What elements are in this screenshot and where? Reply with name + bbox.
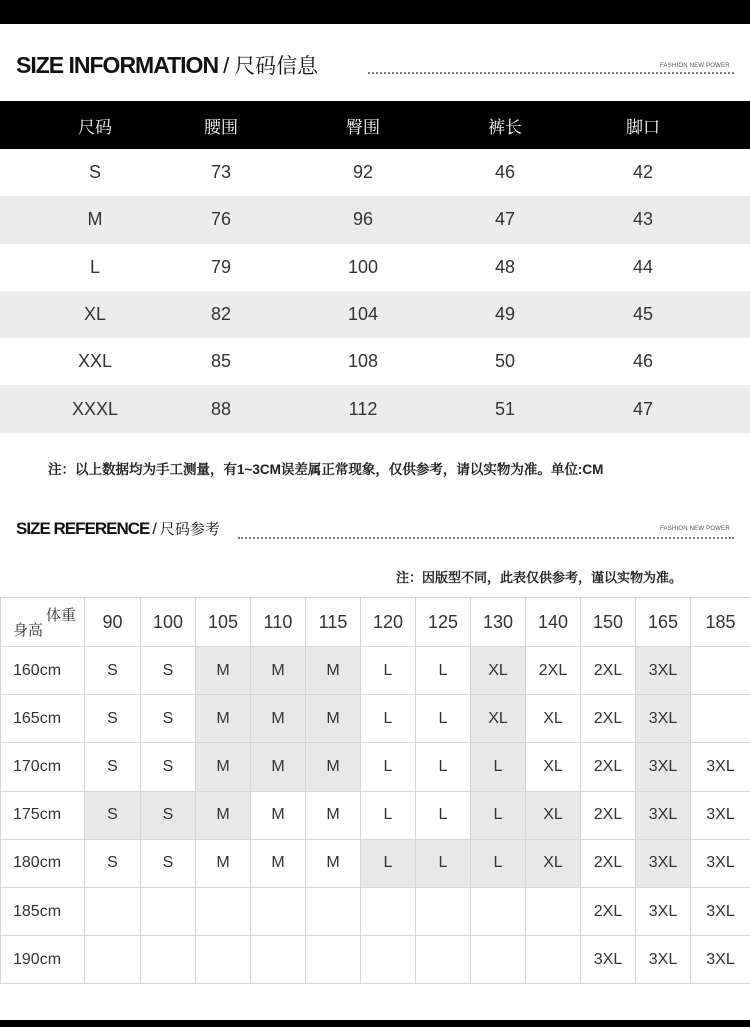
size-cell: L: [416, 743, 471, 791]
size-cell: 2XL: [581, 791, 636, 839]
size-information-title-cn: 尺码信息: [234, 55, 319, 78]
size-cell: XL: [526, 791, 581, 839]
brand-tag: FASHION NEW POWER: [660, 63, 730, 69]
weight-header: 110: [251, 598, 306, 647]
table-cell: 112: [252, 385, 474, 432]
table-cell: 46: [632, 351, 654, 372]
column-header: 裤长: [474, 101, 536, 149]
weight-header: 120: [361, 598, 416, 647]
size-cell: 2XL: [581, 839, 636, 887]
table-cell: 49: [474, 291, 536, 338]
size-cell: [85, 887, 141, 935]
size-cell: 3XL: [636, 743, 691, 791]
table-cell: 88: [190, 385, 252, 432]
size-cell: S: [141, 743, 196, 791]
size-cell: [471, 887, 526, 935]
size-cell: L: [416, 839, 471, 887]
size-cell: M: [251, 791, 306, 839]
size-cell: [306, 936, 361, 984]
size-cell: XL: [471, 695, 526, 743]
size-cell: 3XL: [636, 887, 691, 935]
size-reference-title-en: SIZE REFERENCE: [16, 519, 150, 538]
size-cell: [691, 647, 750, 695]
size-cell: 3XL: [691, 791, 750, 839]
size-cell: 2XL: [581, 887, 636, 935]
title-separator: /: [152, 521, 157, 538]
bottom-black-bar: [0, 1020, 750, 1027]
table-cell: 44: [632, 256, 654, 277]
weight-axis-label: 体重: [45, 607, 76, 624]
height-label: 190cm: [1, 936, 85, 984]
size-cell: 3XL: [636, 791, 691, 839]
size-cell: M: [306, 743, 361, 791]
size-cell: M: [251, 839, 306, 887]
table-cell: 108: [347, 351, 379, 372]
size-cell: [471, 936, 526, 984]
size-cell: L: [361, 695, 416, 743]
table-cell: 104: [252, 291, 474, 338]
size-cell: S: [85, 839, 141, 887]
title-separator: /: [223, 53, 230, 78]
table-row: [0, 149, 750, 196]
size-reference-grid: [0, 597, 750, 984]
table-cell: 48: [494, 256, 516, 277]
size-cell: M: [306, 839, 361, 887]
size-cell: S: [85, 695, 141, 743]
size-cell: M: [306, 695, 361, 743]
title-dotted-line: [368, 72, 734, 74]
size-cell: 3XL: [691, 887, 750, 935]
size-cell: 3XL: [691, 839, 750, 887]
size-cell: 3XL: [691, 743, 750, 791]
table-cell: M: [0, 196, 190, 243]
table-cell: 46: [494, 162, 516, 183]
size-cell: XL: [471, 647, 526, 695]
table-row: [1, 887, 750, 935]
size-cell: [141, 887, 196, 935]
size-cell: S: [141, 647, 196, 695]
size-cell: 3XL: [636, 936, 691, 984]
size-cell: [251, 936, 306, 984]
size-information-title-en: SIZE INFORMATION: [16, 52, 219, 78]
height-axis-label: 身高: [13, 622, 44, 639]
size-cell: XL: [526, 743, 581, 791]
table-cell: S: [88, 162, 101, 183]
weight-header: 105: [196, 598, 251, 647]
table-cell: 45: [536, 291, 750, 338]
size-cell: L: [471, 791, 526, 839]
table-cell: 76: [190, 196, 252, 243]
size-cell: 3XL: [636, 695, 691, 743]
size-cell: [361, 887, 416, 935]
size-cell: [141, 936, 196, 984]
size-cell: L: [471, 743, 526, 791]
size-reference-title: [16, 518, 220, 539]
size-cell: 2XL: [581, 647, 636, 695]
size-cell: L: [361, 647, 416, 695]
table-row: [1, 647, 750, 695]
size-cell: S: [85, 647, 141, 695]
table-cell: 47: [536, 385, 750, 432]
size-cell: [196, 887, 251, 935]
weight-header: 185: [691, 598, 750, 647]
top-black-bar: [0, 0, 750, 24]
size-cell: 2XL: [526, 647, 581, 695]
table-cell: 51: [474, 385, 536, 432]
weight-header: 165: [636, 598, 691, 647]
size-cell: M: [196, 839, 251, 887]
table-cell: 79: [210, 256, 232, 277]
size-cell: XL: [526, 695, 581, 743]
size-cell: M: [196, 647, 251, 695]
height-label: 160cm: [1, 647, 85, 695]
table-cell: 50: [494, 351, 516, 372]
size-cell: S: [141, 695, 196, 743]
table-cell: L: [89, 256, 100, 277]
table-cell: 82: [190, 291, 252, 338]
size-cell: L: [416, 791, 471, 839]
title-dotted-line: [238, 537, 734, 539]
weight-header: 130: [471, 598, 526, 647]
table-cell: 43: [536, 196, 750, 243]
weight-header-row: [1, 598, 750, 647]
size-cell: L: [361, 839, 416, 887]
column-header: 脚口: [536, 101, 750, 149]
size-cell: [251, 887, 306, 935]
height-label: 165cm: [1, 695, 85, 743]
size-cell: L: [416, 695, 471, 743]
table-cell: XXL: [77, 351, 113, 372]
table-header-row: [0, 101, 750, 149]
height-label: 170cm: [1, 743, 85, 791]
column-header: 腰围: [190, 101, 252, 149]
size-cell: [691, 695, 750, 743]
size-information-table: [0, 101, 750, 433]
size-cell: 3XL: [636, 839, 691, 887]
size-cell: [196, 936, 251, 984]
table-row: [0, 291, 750, 338]
size-cell: S: [141, 791, 196, 839]
measurement-note: 注：以上数据均为手工测量，有1~3CM误差属正常现象，仅供参考，请以实物为准。单位:CM: [48, 462, 604, 477]
size-cell: M: [306, 647, 361, 695]
size-cell: L: [471, 839, 526, 887]
size-cell: [416, 936, 471, 984]
size-cell: M: [196, 791, 251, 839]
weight-header: 100: [141, 598, 196, 647]
size-cell: XL: [526, 839, 581, 887]
size-cell: [306, 887, 361, 935]
size-cell: [416, 887, 471, 935]
table-row: [1, 839, 750, 887]
table-cell: 42: [632, 162, 654, 183]
table-cell: 47: [474, 196, 536, 243]
table-cell: 85: [210, 351, 232, 372]
table-row: [1, 743, 750, 791]
size-cell: 3XL: [581, 936, 636, 984]
table-cell: 73: [210, 162, 232, 183]
size-cell: 3XL: [636, 647, 691, 695]
size-cell: S: [141, 839, 196, 887]
table-row: [1, 695, 750, 743]
size-cell: 2XL: [581, 695, 636, 743]
size-cell: M: [306, 791, 361, 839]
table-row: [0, 244, 750, 291]
size-cell: L: [416, 647, 471, 695]
table-cell: XL: [0, 291, 190, 338]
size-cell: L: [361, 791, 416, 839]
size-cell: [361, 936, 416, 984]
size-information-title: [16, 50, 318, 80]
table-cell: 100: [347, 256, 379, 277]
weight-header: 90: [85, 598, 141, 647]
weight-header: 115: [306, 598, 361, 647]
column-header: 臀围: [252, 101, 474, 149]
size-reference-title-cn: 尺码参考: [159, 521, 220, 538]
height-label: 175cm: [1, 791, 85, 839]
size-cell: S: [85, 791, 141, 839]
size-cell: M: [251, 743, 306, 791]
size-cell: S: [85, 743, 141, 791]
height-label: 180cm: [1, 839, 85, 887]
column-header: 尺码: [0, 101, 190, 149]
table-row: [1, 936, 750, 984]
table-row: [0, 385, 750, 432]
table-cell: 96: [252, 196, 474, 243]
weight-header: 140: [526, 598, 581, 647]
size-cell: 3XL: [691, 936, 750, 984]
corner-cell: [1, 598, 85, 647]
size-cell: [85, 936, 141, 984]
weight-header: 125: [416, 598, 471, 647]
size-cell: L: [361, 743, 416, 791]
size-cell: M: [251, 695, 306, 743]
table-cell: XXXL: [0, 385, 190, 432]
weight-header: 150: [581, 598, 636, 647]
size-cell: [526, 936, 581, 984]
table-row: [0, 338, 750, 385]
size-cell: M: [196, 743, 251, 791]
table-row: [1, 791, 750, 839]
height-label: 185cm: [1, 887, 85, 935]
size-cell: M: [251, 647, 306, 695]
table-cell: 92: [352, 162, 374, 183]
size-cell: 2XL: [581, 743, 636, 791]
table-row: [0, 196, 750, 243]
size-cell: M: [196, 695, 251, 743]
size-cell: [526, 887, 581, 935]
reference-note: 注：因版型不同，此表仅供参考，谨以实物为准。: [396, 570, 683, 585]
brand-tag: FASHION NEW POWER: [660, 526, 730, 532]
